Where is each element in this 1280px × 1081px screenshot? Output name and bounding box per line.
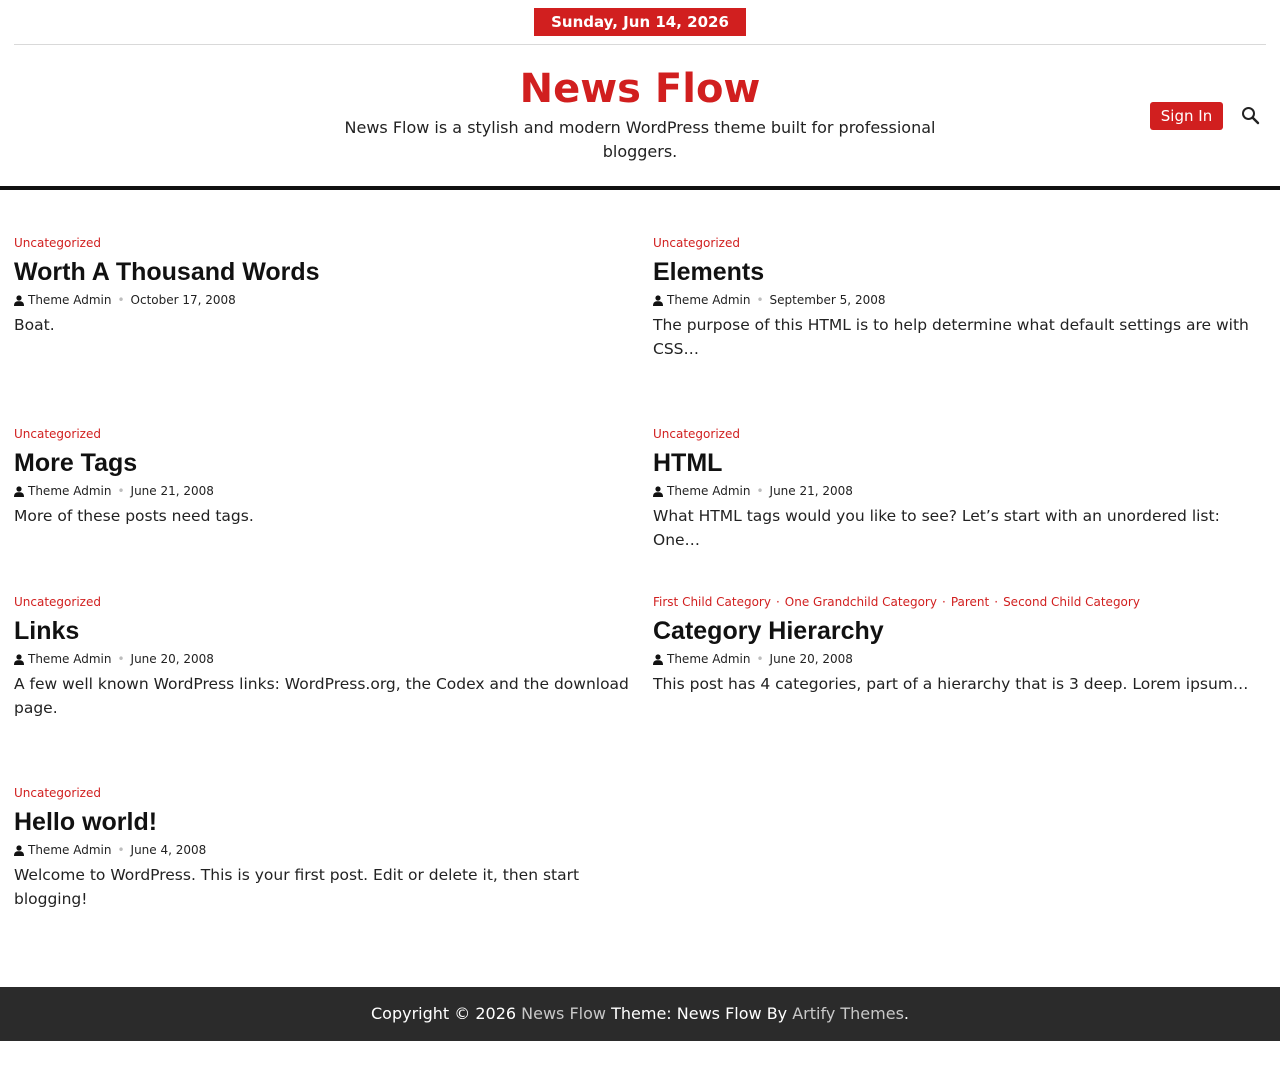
post-author[interactable]: Theme Admin bbox=[667, 293, 751, 307]
post-excerpt: More of these posts need tags. bbox=[14, 507, 254, 525]
post-date[interactable]: June 20, 2008 bbox=[769, 652, 853, 666]
category-link[interactable]: First Child Category bbox=[653, 595, 771, 609]
meta-separator: • bbox=[756, 484, 764, 498]
post-title[interactable]: Worth A Thousand Words bbox=[14, 258, 320, 286]
post-date[interactable]: June 4, 2008 bbox=[130, 843, 207, 857]
post-categories bbox=[14, 785, 629, 801]
user-icon bbox=[653, 295, 667, 306]
category-link[interactable]: Uncategorized bbox=[653, 427, 740, 441]
sign-in-button[interactable]: Sign In bbox=[1150, 102, 1223, 130]
post-excerpt: Boat. bbox=[14, 316, 55, 334]
post-meta bbox=[653, 483, 1268, 499]
post-title[interactable]: Category Hierarchy bbox=[653, 617, 884, 645]
post-date[interactable]: June 21, 2008 bbox=[130, 484, 214, 498]
post-author[interactable]: Theme Admin bbox=[28, 484, 112, 498]
post-categories bbox=[653, 426, 1268, 442]
meta-separator: • bbox=[117, 293, 125, 307]
top-bar bbox=[14, 0, 1266, 45]
category-separator: · bbox=[994, 595, 999, 609]
post-date[interactable]: September 5, 2008 bbox=[769, 293, 886, 307]
category-link[interactable]: Uncategorized bbox=[14, 595, 101, 609]
post-date[interactable]: October 17, 2008 bbox=[130, 293, 236, 307]
post-card bbox=[14, 426, 629, 528]
header-divider bbox=[0, 186, 1280, 190]
category-link[interactable]: Uncategorized bbox=[14, 236, 101, 250]
search-icon[interactable] bbox=[1240, 105, 1262, 127]
meta-separator: • bbox=[756, 652, 764, 666]
post-title[interactable]: HTML bbox=[653, 449, 723, 477]
post-excerpt: This post has 4 categories, part of a hierarchy that is 3 deep. Lorem ipsum… bbox=[653, 675, 1249, 693]
post-categories bbox=[14, 426, 629, 442]
copyright-text: Copyright © 2026 bbox=[370, 1004, 517, 1023]
meta-separator: • bbox=[117, 484, 125, 498]
post-meta bbox=[14, 651, 629, 667]
post-card bbox=[14, 785, 629, 911]
site-tagline: News Flow is a stylish and modern WordPress theme built for professional bloggers. bbox=[344, 118, 936, 161]
category-link[interactable]: One Grandchild Category bbox=[784, 595, 937, 609]
post-title[interactable]: Links bbox=[14, 617, 80, 645]
post-excerpt: Welcome to WordPress. This is your first post. Edit or delete it, then start blogging! bbox=[14, 866, 580, 908]
post-author[interactable]: Theme Admin bbox=[28, 652, 112, 666]
user-icon bbox=[653, 486, 667, 497]
post-card bbox=[653, 235, 1268, 361]
post-card bbox=[14, 235, 629, 337]
post-title[interactable]: More Tags bbox=[14, 449, 138, 477]
meta-separator: • bbox=[117, 843, 125, 857]
post-author[interactable]: Theme Admin bbox=[667, 652, 751, 666]
footer-author-link[interactable]: Artify Themes bbox=[792, 1004, 904, 1023]
post-excerpt: A few well known WordPress links: WordPress.org, the Codex and the download page. bbox=[14, 675, 629, 717]
user-icon bbox=[14, 845, 28, 856]
footer-period: . bbox=[903, 1004, 909, 1023]
category-link[interactable]: Second Child Category bbox=[1003, 595, 1140, 609]
post-card bbox=[653, 426, 1268, 552]
post-categories bbox=[14, 235, 629, 251]
category-link[interactable]: Parent bbox=[950, 595, 990, 609]
post-categories bbox=[14, 594, 629, 610]
post-title[interactable]: Elements bbox=[653, 258, 765, 286]
post-title[interactable]: Hello world! bbox=[14, 808, 158, 836]
category-separator: · bbox=[941, 595, 946, 609]
post-meta bbox=[14, 842, 629, 858]
post-categories bbox=[653, 594, 1268, 610]
post-author[interactable]: Theme Admin bbox=[28, 843, 112, 857]
post-excerpt: What HTML tags would you like to see? Let’s start with an unordered list: One… bbox=[653, 507, 1220, 549]
category-link[interactable]: Uncategorized bbox=[14, 427, 101, 441]
post-meta bbox=[14, 292, 629, 308]
category-link[interactable]: Uncategorized bbox=[653, 236, 740, 250]
post-meta bbox=[653, 292, 1268, 308]
post-date[interactable]: June 21, 2008 bbox=[769, 484, 853, 498]
post-card bbox=[14, 594, 629, 720]
site-title[interactable]: News Flow bbox=[519, 66, 761, 112]
user-icon bbox=[14, 486, 28, 497]
post-author[interactable]: Theme Admin bbox=[28, 293, 112, 307]
post-card bbox=[653, 594, 1268, 696]
meta-separator: • bbox=[117, 652, 125, 666]
user-icon bbox=[14, 654, 28, 665]
footer-theme-text: Theme: News Flow By bbox=[611, 1004, 788, 1023]
category-separator: · bbox=[775, 595, 780, 609]
post-excerpt: The purpose of this HTML is to help determine what default settings are with CSS… bbox=[653, 316, 1249, 358]
user-icon bbox=[653, 654, 667, 665]
post-author[interactable]: Theme Admin bbox=[667, 484, 751, 498]
post-meta bbox=[14, 483, 629, 499]
footer-site-link[interactable]: News Flow bbox=[521, 1004, 606, 1023]
site-footer bbox=[0, 987, 1280, 1041]
date-badge: Sunday, Jun 14, 2026 bbox=[534, 8, 746, 36]
user-icon bbox=[14, 295, 28, 306]
post-date[interactable]: June 20, 2008 bbox=[130, 652, 214, 666]
post-categories bbox=[653, 235, 1268, 251]
meta-separator: • bbox=[756, 293, 764, 307]
post-meta bbox=[653, 651, 1268, 667]
category-link[interactable]: Uncategorized bbox=[14, 786, 101, 800]
